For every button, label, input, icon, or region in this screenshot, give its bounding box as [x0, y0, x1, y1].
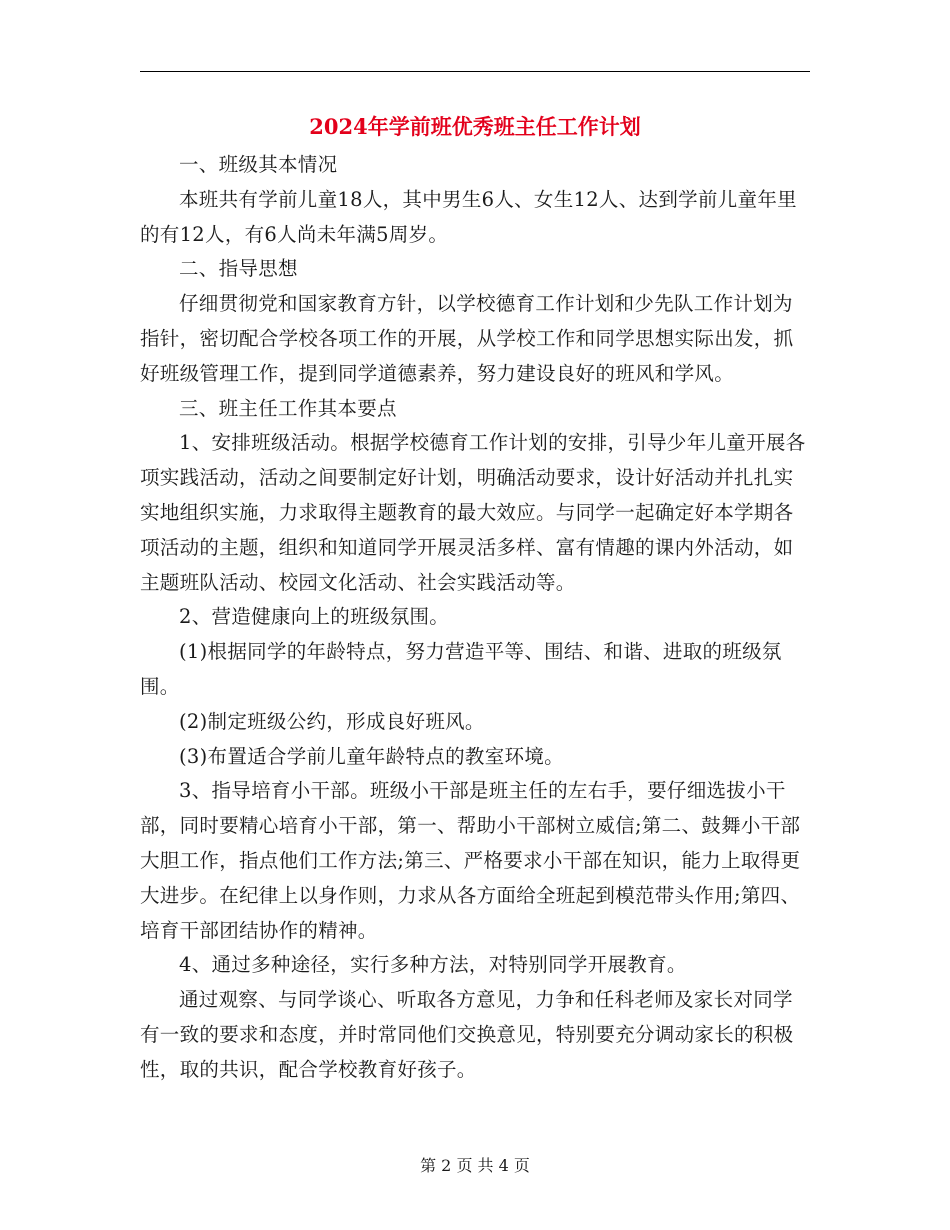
- paragraph-point-1: 1、安排班级活动。根据学校德育工作计划的安排，引导少年儿童开展各项实践活动，活动之间要制定好计划，明确活动要求，设计好活动并扎扎实实地组织实施，力求取得主题教育的最大效应。与同学一起确定好本学期各项活动的主题，组织和知道同学开展灵活多样、富有情趣的课内外活动，如主题班队活动、校园文化活动、社会实践活动等。: [140, 431, 806, 594]
- page-number: 第 2 页 共 4 页: [420, 1156, 530, 1175]
- document-body: [140, 148, 812, 1088]
- paragraph-point-2-sub-1: (1)根据同学的年龄特点，努力营造平等、围结、和谐、进取的班级氛围。: [140, 640, 782, 698]
- paragraph-point-2-sub-3: (3)布置适合学前儿童年龄特点的教室环境。: [179, 744, 564, 768]
- paragraph-point-4: 4、通过多种途径，实行多种方法，对特别同学开展教育。: [179, 953, 687, 977]
- paragraph-guiding-thought: 仔细贯彻党和国家教育方针，以学校德育工作计划和少先队工作计划为指针，密切配合学校各项工作的开展，从学校工作和同学思想实际出发，抓好班级管理工作，提到同学道德素养，努力建设良好的班风和学风。: [140, 292, 794, 385]
- header-rule: [140, 71, 810, 72]
- heading-class-situation: 一、班级其本情况: [179, 153, 338, 176]
- paragraph-class-situation: 本班共有学前儿童18人，其中男生6人、女生12人、达到学前儿童年里的有12人，有6人尚未年满5周岁。: [140, 187, 797, 246]
- paragraph-point-4-detail: 通过观察、与同学谈心、听取各方意见，力争和任科老师及家长对同学有一致的要求和态度，并时常同他们交换意见，特别要充分调动家长的积极性，取的共识，配合学校教育好孩子。: [140, 988, 794, 1081]
- heading-key-points: 三、班主任工作其本要点: [179, 396, 397, 420]
- paragraph-point-2-sub-2: (2)制定班级公约，形成良好班风。: [179, 709, 485, 733]
- heading-guiding-thought: 二、指导思想: [179, 257, 298, 281]
- paragraph-point-3: 3、指导培育小干部。班级小干部是班主任的左右手，要仔细选拔小干部，同时要精心培育小干部，第一、帮助小干部树立威信;第二、鼓舞小干部大胆工作，指点他们工作方法;第三、严格要求小干部在知识，能力上取得更大进步。在纪律上以身作则，力求从各方面给全班起到模范带头作用;第四、培育干部团结协作的精神。: [140, 779, 801, 942]
- document-title: 2024年学前班优秀班主任工作计划: [309, 114, 641, 139]
- paragraph-point-2: 2、营造健康向上的班级氛围。: [179, 605, 450, 629]
